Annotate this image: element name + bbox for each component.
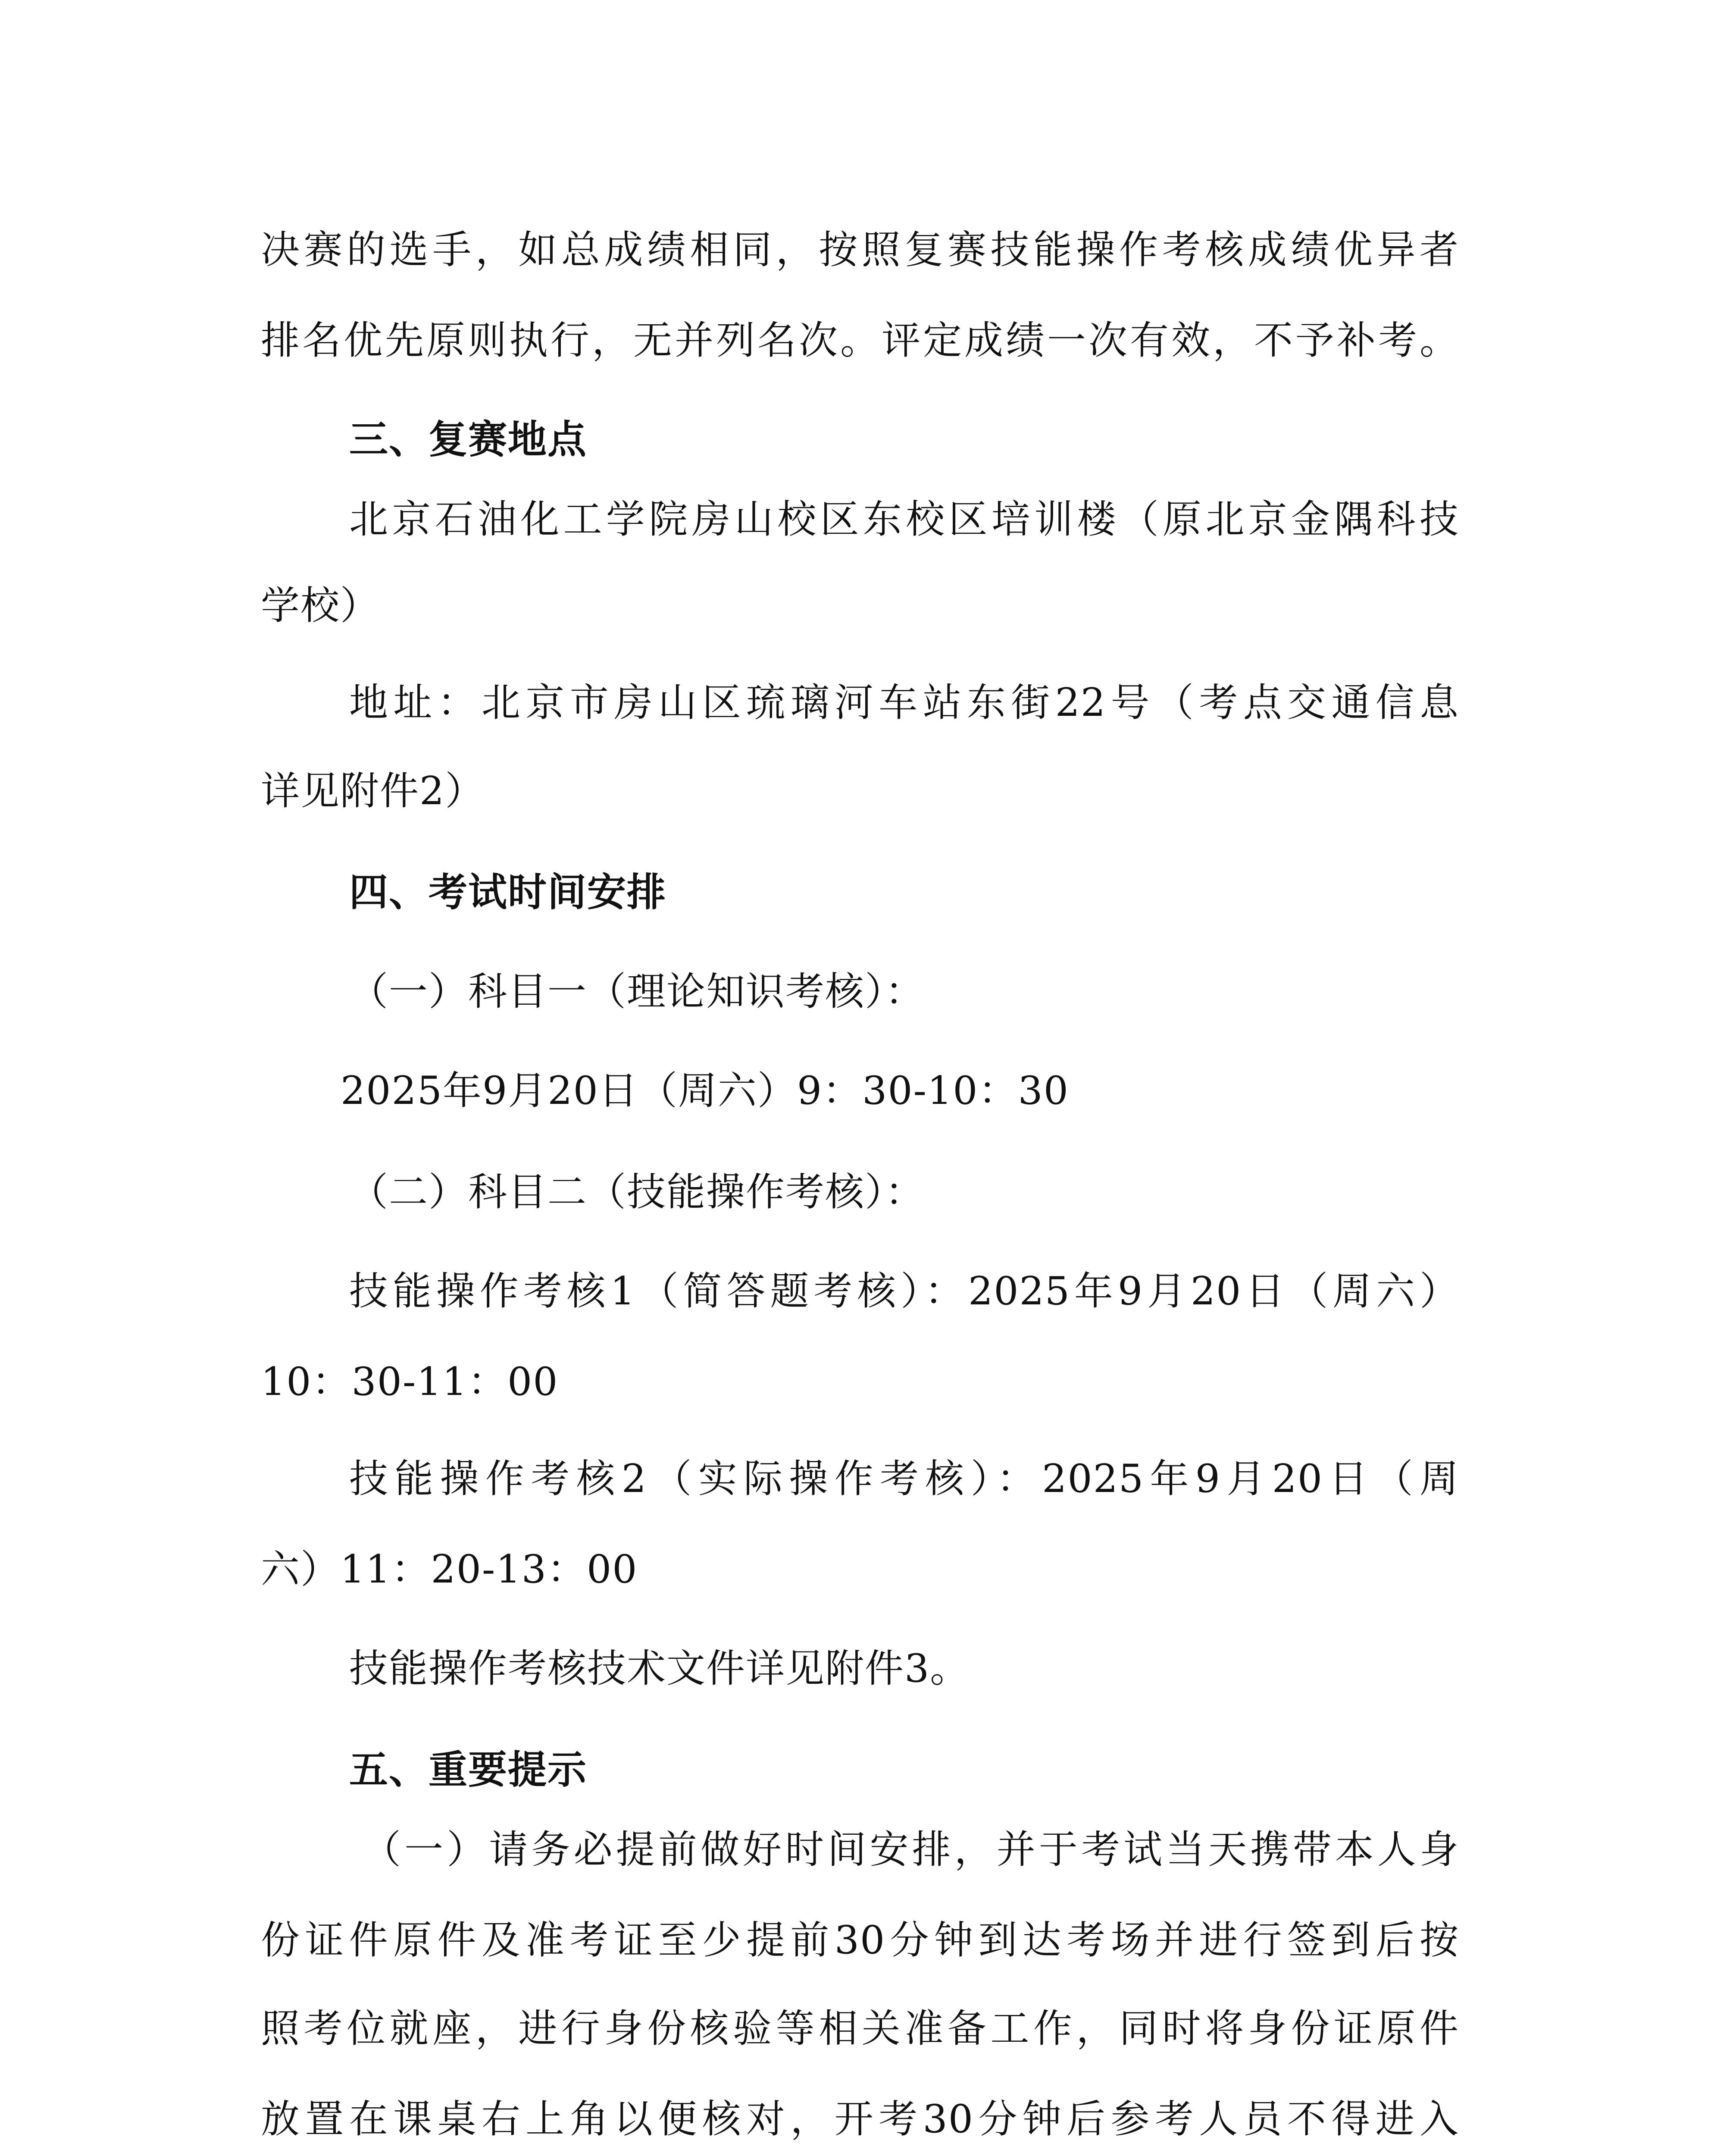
schedule-line: 2025年9月20日（周六）9：30-10：30 [341,1068,1070,1113]
subsection-heading: （二）科目二（技能操作考核）： [349,1169,925,1215]
section-heading-venue: 三、复赛地点 [349,417,587,462]
subsection-heading: （一）科目一（理论知识考核）： [349,969,925,1014]
paragraph-line: 决赛的选手，如总成绩相同，按照复赛技能操作考核成绩优异者 [261,227,1459,273]
paragraph-line: 排名优先原则执行，无并列名次。评定成绩一次有效，不予补考。 [261,318,1459,363]
schedule-line: 10：30-11：00 [261,1359,559,1404]
paragraph-line: 地址：北京市房山区琉璃河车站东街22号（考点交通信息 [349,680,1459,725]
schedule-line: 六）11：20-13：00 [261,1547,638,1592]
paragraph-line: （一）请务必提前做好时间安排，并于考试当天携带本人身 [362,1827,1459,1872]
paragraph-line: 学校） [261,583,380,628]
paragraph-line: 技能操作考核技术文件详见附件3。 [349,1646,970,1691]
paragraph-line: 放置在课桌右上角以便核对，开考30分钟后参考人员不得进入 [261,2096,1459,2142]
paragraph-line: 北京石油化工学院房山校区东校区培训楼（原北京金隅科技 [349,497,1459,542]
schedule-line: 技能操作考核1（简答题考核）：2025年9月20日（周六） [349,1269,1459,1314]
paragraph-line: 份证件原件及准考证至少提前30分钟到达考场并进行签到后按 [261,1918,1459,1963]
section-heading-schedule: 四、考试时间安排 [349,870,666,915]
paragraph-line: 照考位就座，进行身份核验等相关准备工作，同时将身份证原件 [261,2006,1459,2051]
section-heading-notes: 五、重要提示 [349,1747,587,1792]
paragraph-line: 详见附件2） [261,768,485,814]
schedule-line: 技能操作考核2（实际操作考核）：2025年9月20日（周 [349,1456,1459,1501]
